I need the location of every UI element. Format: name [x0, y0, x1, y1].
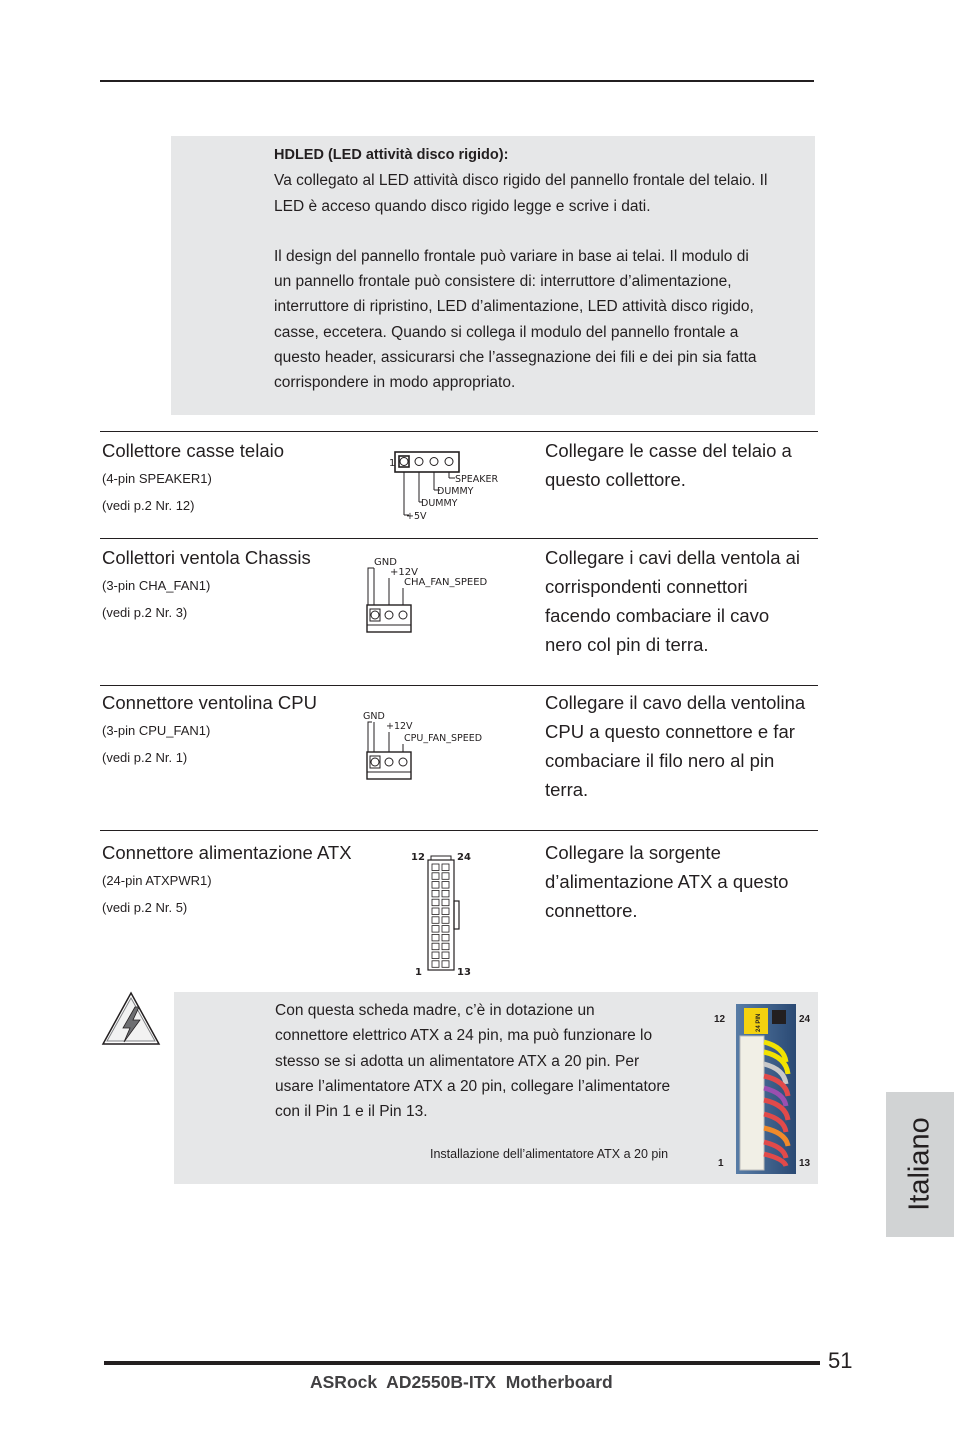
- pin-speed-label: CHA_FAN_SPEED: [404, 577, 488, 588]
- atx-pin: [432, 943, 439, 950]
- language-label: Italiano: [903, 1117, 936, 1211]
- section-title: Collettore casse telaio: [102, 440, 285, 461]
- panel-line: Il design del pannello frontale può variare in base ai telai. Il modulo di: [274, 247, 749, 265]
- pin-speed-label: CPU_FAN_SPEED: [404, 733, 483, 744]
- language-side-tab: [886, 1092, 954, 1237]
- note-line: Con questa scheda madre, c’è in dotazione un: [275, 1002, 595, 1019]
- pin-5v-label: +5V: [406, 511, 427, 522]
- hdled-title: HDLED (LED attività disco rigido):: [274, 147, 509, 163]
- photo-caption: Installazione dell’alimentatore ATX a 20 pin: [430, 1147, 669, 1161]
- section-subtitle: (24-pin ATXPWR1): [102, 873, 212, 888]
- desc-line: corrispondenti connettori: [545, 576, 748, 597]
- desc-line: combaciare il filo nero al pin: [545, 750, 775, 771]
- chassis-fan-description: [545, 543, 820, 659]
- atx-pin: [442, 917, 449, 924]
- atx-pin: [442, 873, 449, 880]
- pin-24-label: 24: [457, 852, 471, 863]
- panel-line: interruttore di ripristino, LED d’alimentazione, LED attività disco rigido,: [274, 298, 754, 316]
- footer-product-name: ASRock AD2550B-ITX Motherboard: [310, 1372, 613, 1392]
- panel-line: questo header, assicurarsi che l’assegnazione dei fili e dei pin sia fatta: [274, 349, 757, 367]
- atx-pin: [432, 952, 439, 959]
- footer-rule: [104, 1361, 820, 1365]
- pin-speaker-label: SPEAKER: [455, 474, 499, 485]
- atx-connector-photo: [706, 1002, 816, 1177]
- atx-pin: [442, 943, 449, 950]
- photo-label-12: 12: [714, 1014, 726, 1025]
- photo-connector-label: 24 PIN: [756, 1013, 762, 1032]
- section-title: Connettore alimentazione ATX: [102, 842, 352, 863]
- pin-dummy-label: DUMMY: [437, 486, 474, 497]
- atx-pin: [432, 873, 439, 880]
- photo-label-24: 24: [799, 1014, 811, 1025]
- warning-icon: [100, 990, 162, 1048]
- panel-line: un pannello frontale può consistere di: interruttore d’alimentazione,: [274, 273, 732, 291]
- section-title: Connettore ventolina CPU: [102, 692, 317, 713]
- atx-pin: [442, 890, 449, 897]
- pin-dummy-label: DUMMY: [421, 498, 458, 509]
- pin-gnd-label: GND: [363, 711, 385, 722]
- atx-pin: [432, 917, 439, 924]
- atx-pin: [442, 926, 449, 933]
- desc-line: connettore.: [545, 900, 638, 921]
- panel-line: corrispondere in modo appropriato.: [274, 374, 516, 392]
- cpu-fan-header-diagram: [360, 710, 500, 782]
- atx-pin: [432, 882, 439, 889]
- atx-pin: [432, 890, 439, 897]
- section-title: Collettori ventola Chassis: [102, 547, 311, 568]
- cpu-fan-description: [545, 688, 820, 804]
- atx-pin: [432, 899, 439, 906]
- section-reference: (vedi p.2 Nr. 1): [102, 750, 188, 765]
- desc-line: facendo combaciare il cavo: [545, 605, 770, 626]
- section-subtitle: (3-pin CHA_FAN1): [102, 578, 211, 593]
- atx-pin: [442, 882, 449, 889]
- atx-pin: [432, 926, 439, 933]
- page-number: 51: [828, 1348, 853, 1373]
- desc-line: Collegare le casse del telaio a: [545, 440, 792, 461]
- atx-pin: [442, 899, 449, 906]
- pin-13-label: 13: [457, 967, 471, 978]
- atx-pin: [432, 908, 439, 915]
- atx-pin: [442, 934, 449, 941]
- atx-pin: [432, 961, 439, 968]
- chassis-fan-header-diagram: [360, 555, 500, 635]
- pin-12v-label: +12V: [386, 721, 413, 732]
- top-rule: [100, 80, 814, 82]
- hdled-line: LED è acceso quando disco rigido legge e scrive i dati.: [274, 197, 651, 215]
- speaker-header-diagram: [385, 449, 505, 525]
- atx-pin: [432, 934, 439, 941]
- section-reference: (vedi p.2 Nr. 12): [102, 498, 195, 513]
- section-subtitle: (4-pin SPEAKER1): [102, 471, 212, 486]
- atx-pin: [442, 952, 449, 959]
- panel-line: casse, eccetera. Quando si collega il modulo del pannello frontale a: [274, 323, 739, 341]
- desc-line: Collegare il cavo della ventolina: [545, 692, 806, 713]
- section-rule: [100, 830, 818, 831]
- atx-power-section: [102, 838, 442, 921]
- section-subtitle: (3-pin CPU_FAN1): [102, 723, 211, 738]
- hdled-note-text: [274, 143, 814, 396]
- desc-line: terra.: [545, 779, 589, 800]
- note-line: con il Pin 1 e il Pin 13.: [275, 1103, 428, 1121]
- atx-pin: [442, 908, 449, 915]
- section-rule: [100, 431, 818, 432]
- atx-power-description: [545, 838, 820, 925]
- atx-pin: [442, 961, 449, 968]
- note-line: connettore elettrico ATX a 24 pin, ma può funzionare lo: [275, 1027, 653, 1045]
- desc-line: CPU a questo connettore e far: [545, 721, 795, 742]
- pin-12v-label: +12V: [390, 567, 418, 578]
- pin-12-label: 12: [411, 852, 425, 863]
- section-rule: [100, 685, 818, 686]
- speaker-description: [545, 436, 820, 494]
- atx-24pin-diagram: [405, 848, 485, 980]
- desc-line: Collegare i cavi della ventola ai: [545, 547, 801, 568]
- atx-note-text: [275, 998, 715, 1124]
- pin1-label: 1: [389, 458, 396, 469]
- note-line: stesso se si adotta un alimentatore ATX a 20 pin. Per: [275, 1052, 640, 1070]
- section-reference: (vedi p.2 Nr. 5): [102, 900, 188, 915]
- hdled-line: Va collegato al LED attività disco rigido del pannello frontale del telaio. Il: [274, 172, 768, 190]
- pin-1-label: 1: [415, 967, 422, 978]
- desc-line: d’alimentazione ATX a questo: [545, 871, 789, 892]
- atx-pin: [442, 864, 449, 871]
- section-reference: (vedi p.2 Nr. 3): [102, 605, 188, 620]
- photo-label-13: 13: [799, 1158, 811, 1169]
- pin-gnd-label: GND: [374, 557, 397, 568]
- desc-line: Collegare la sorgente: [545, 842, 721, 863]
- section-rule: [100, 538, 818, 539]
- note-line: usare l’alimentatore ATX a 20 pin, collegare l’alimentatore: [275, 1077, 671, 1095]
- atx-pin: [432, 864, 439, 871]
- desc-line: questo collettore.: [545, 469, 686, 490]
- photo-label-1: 1: [718, 1158, 724, 1169]
- desc-line: nero col pin di terra.: [545, 634, 709, 655]
